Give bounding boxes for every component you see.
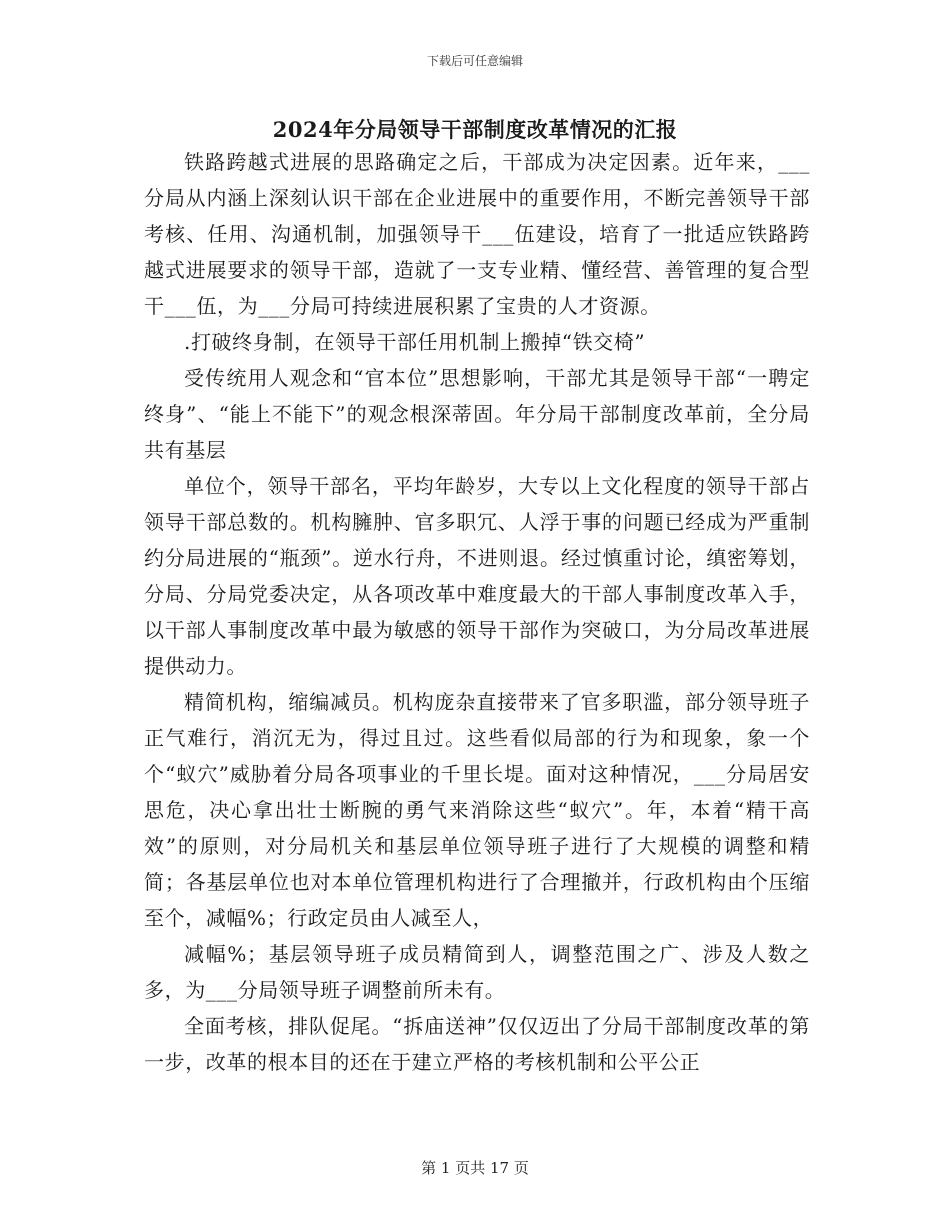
document-title: 2024年分局领导干部制度改革情况的汇报 <box>272 117 678 142</box>
header-note: 下载后可任意编辑 <box>426 54 523 68</box>
paragraph: 受传统用人观念和“官本位”思想影响，干部尤其是领导干部“一聘定终身”、“能上不能下”的观念根深蒂固。年分局干部制度改革前，全分局共有基层 <box>144 366 810 462</box>
paragraph: 铁路跨越式进展的思路确定之后，干部成为决定因素。近年来，___分局从内涵上深刻认识干部在企业进展中的重要作用，不断完善领导干部考核、任用、沟通机制，加强领导干___伍建设，培育了一批适应铁路跨越式进展要求的领导干部，造就了一支专业精、懂经营、善管理的复合型干___伍，为___分局可持续进展积累了宝贵的人才资源。 <box>144 150 810 318</box>
paragraph: 单位个，领导干部名，平均年龄岁，大专以上文化程度的领导干部占领导干部总数的。机构臃肿、官多职冗、人浮于事的问题已经成为严重制约分局进展的“瓶颈”。逆水行舟，不进则退。经过慎重讨论，缜密筹划，分局、分局党委决定，从各项改革中难度最大的干部人事制度改革入手，以干部人事制度改革中最为敏感的领导干部作为突破口，为分局改革进展提供动力。 <box>144 474 810 678</box>
paragraph: .打破终身制，在领导干部任用机制上搬掉“铁交椅” <box>184 330 646 354</box>
paragraph: 精简机构，缩编减员。机构庞杂直接带来了官多职滥，部分领导班子正气难行，消沉无为，得过且过。这些看似局部的行为和现象，象一个个“蚁穴”威胁着分局各项事业的千里长堤。面对这种情况，___分局居安思危，决心拿出壮士断腕的勇气来消除这些“蚁穴”。年，本着“精干高效”的原则，对分局机关和基层单位领导班子进行了大规模的调整和精简；各基层单位也对本单位管理机构进行了合理撤并，行政机构由个压缩至个，减幅%；行政定员由人减至人， <box>144 690 810 930</box>
paragraph: 减幅%；基层领导班子成员精简到人，调整范围之广、涉及人数之多，为___分局领导班子调整前所未有。 <box>144 942 810 1002</box>
page-footer: 第 1 页共 17 页 <box>421 1159 529 1177</box>
document-body <box>144 144 810 1080</box>
paragraph: 全面考核，排队促尾。“拆庙送神”仅仅迈出了分局干部制度改革的第一步，改革的根本目的还在于建立严格的考核机制和公平公正 <box>144 1014 810 1074</box>
